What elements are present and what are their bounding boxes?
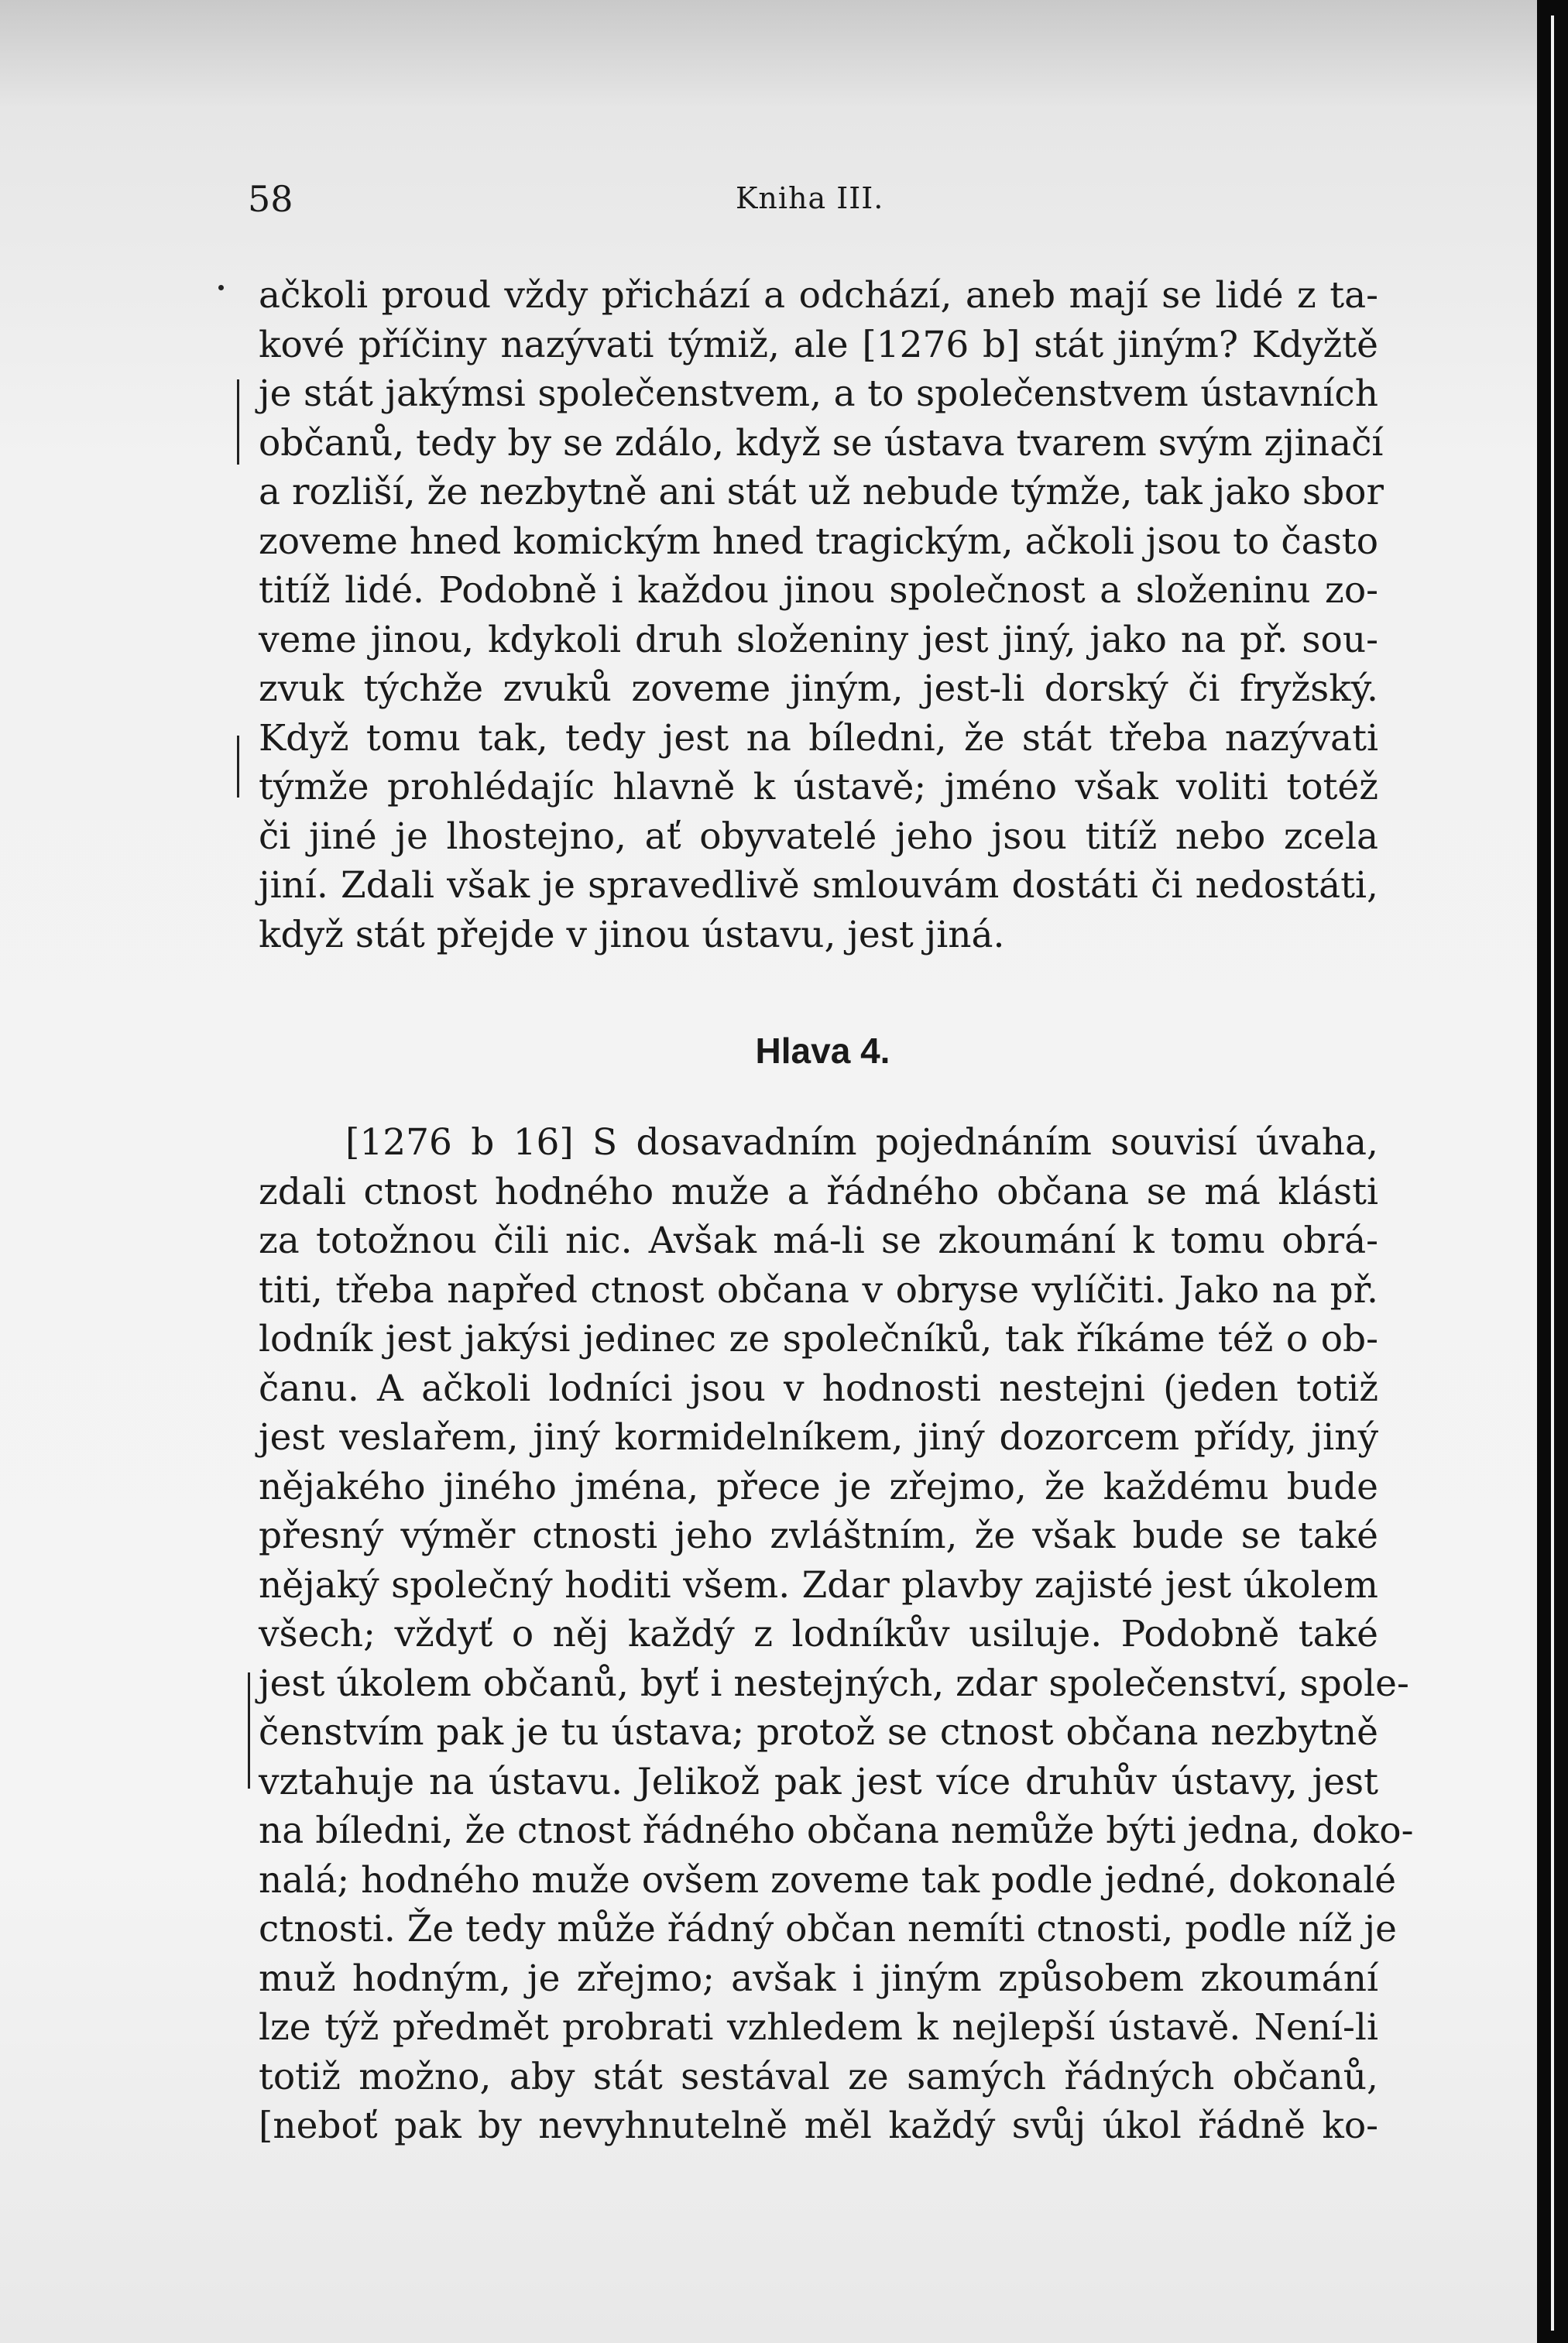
text-line: na bíledni, že ctnost řádného občana nemůže býti jedna, doko- — [259, 1810, 1414, 1852]
text-line: týmže prohlédajíc hlavně k ústavě; jméno však voliti totéž — [259, 766, 1378, 808]
text-line: jest veslařem, jiný kormidelníkem, jiný dozorcem přídy, jiný — [259, 1416, 1378, 1459]
text-line: nějakého jiného jména, přece je zřejmo, že každému bude — [259, 1465, 1378, 1508]
text-line: přesný výměr ctnosti jeho zvláštním, že však bude se také — [259, 1515, 1378, 1557]
paragraph-1 — [259, 271, 1384, 959]
text-line: totiž možno, aby stát sestával ze samých řádných občanů, — [259, 2055, 1378, 2098]
text-line: zdali ctnost hodného muže a řádného občana se má klásti — [259, 1170, 1378, 1213]
text-line: vztahuje na ústavu. Jelikož pak jest více druhův ústavy, jest — [259, 1760, 1378, 1803]
text-line: jiní. Zdali však je spravedlivě smlouvám dostáti či nedostáti, — [259, 864, 1378, 907]
text-line: nějaký společný hoditi všem. Zdar plavby zajisté jest úkolem — [259, 1563, 1378, 1607]
text-line: lze týž předmět probrati vzhledem k nejlepší ústavě. Není-li — [259, 2006, 1378, 2049]
page-number: 58 — [248, 178, 293, 220]
text-line: titíž lidé. Podobně i každou jinou společnost a složeninu zo- — [259, 569, 1378, 612]
text-line: titi, třeba napřed ctnost občana v obryse vylíčiti. Jako na př. — [259, 1268, 1378, 1312]
text-line: Když tomu tak, tedy jest na bíledni, že stát třeba nazývati — [259, 716, 1378, 760]
text-line: [1276 b 16] S dosavadním pojednáním souvisí úvaha, — [345, 1121, 1378, 1164]
text-line: veme jinou, kdykoli druh složeniny jest jiný, jako na př. sou- — [259, 618, 1378, 661]
scan-edge-line — [1551, 15, 1554, 2331]
text-line: ctnosti. Že tedy může řádný občan nemíti ctnosti, podle níž je — [259, 1908, 1397, 1950]
text-line: čanu. A ačkoli lodníci jsou v hodnosti nestejni (jeden totiž — [259, 1367, 1378, 1410]
text-line: když stát přejde v jinou ústavu, jest jiná. — [259, 913, 1005, 956]
text-line: či jiné je lhostejno, ať obyvatelé jeho jsou titíž nebo zcela — [259, 815, 1378, 858]
margin-dot — [218, 285, 224, 290]
text-line: [neboť pak by nevyhnutelně měl každý svůj úkol řádně ko- — [259, 2105, 1378, 2147]
chapter-heading: Hlava 4. — [755, 1031, 890, 1071]
text-line: za totožnou čili nic. Avšak má-li se zkoumání k tomu obrá- — [259, 1220, 1378, 1262]
page-header — [248, 178, 1371, 225]
text-line: lodník jest jakýsi jedinec ze společníků, tak říkáme též o ob- — [259, 1318, 1378, 1360]
text-line: a rozliší, že nezbytně ani stát už nebude týmže, tak jako sbor — [259, 471, 1384, 513]
paragraph-2 — [259, 1118, 1414, 2151]
text-line: kové příčiny nazývati týmiž, ale [1276 b] stát jiným? Kdyžtě — [259, 323, 1378, 366]
running-head: Kniha III. — [736, 181, 884, 215]
margin-bracket — [237, 736, 239, 798]
text-line: zoveme hned komickým hned tragickým, ačkoli jsou to často — [259, 520, 1378, 563]
text-line: je stát jakýmsi společenstvem, a to společenstvem ústavních — [259, 372, 1378, 415]
text-line: jest úkolem občanů, byť i nestejných, zdar společenství, spole- — [259, 1662, 1409, 1705]
text-line: všech; vždyť o něj každý z lodníkův usiluje. Podobně také — [259, 1613, 1378, 1655]
text-line: čenstvím pak je tu ústava; protož se ctnost občana nezbytně — [259, 1711, 1378, 1754]
text-line: ačkoli proud vždy přichází a odchází, aneb mají se lidé z ta- — [259, 274, 1378, 317]
text-line: občanů, tedy by se zdálo, když se ústava tvarem svým zjinačí — [259, 421, 1384, 465]
text-line: nalá; hodného muže ovšem zoveme tak podle jedné, dokonalé — [259, 1858, 1397, 1902]
margin-bracket — [237, 379, 239, 465]
text-line: zvuk týchže zvuků zoveme jiným, jest-li dorský či fryžský. — [259, 667, 1378, 710]
margin-bracket — [248, 1672, 250, 1789]
text-line: muž hodným, je zřejmo; avšak i jiným způsobem zkoumání — [259, 1957, 1378, 2000]
scan-edge — [1537, 0, 1568, 2343]
